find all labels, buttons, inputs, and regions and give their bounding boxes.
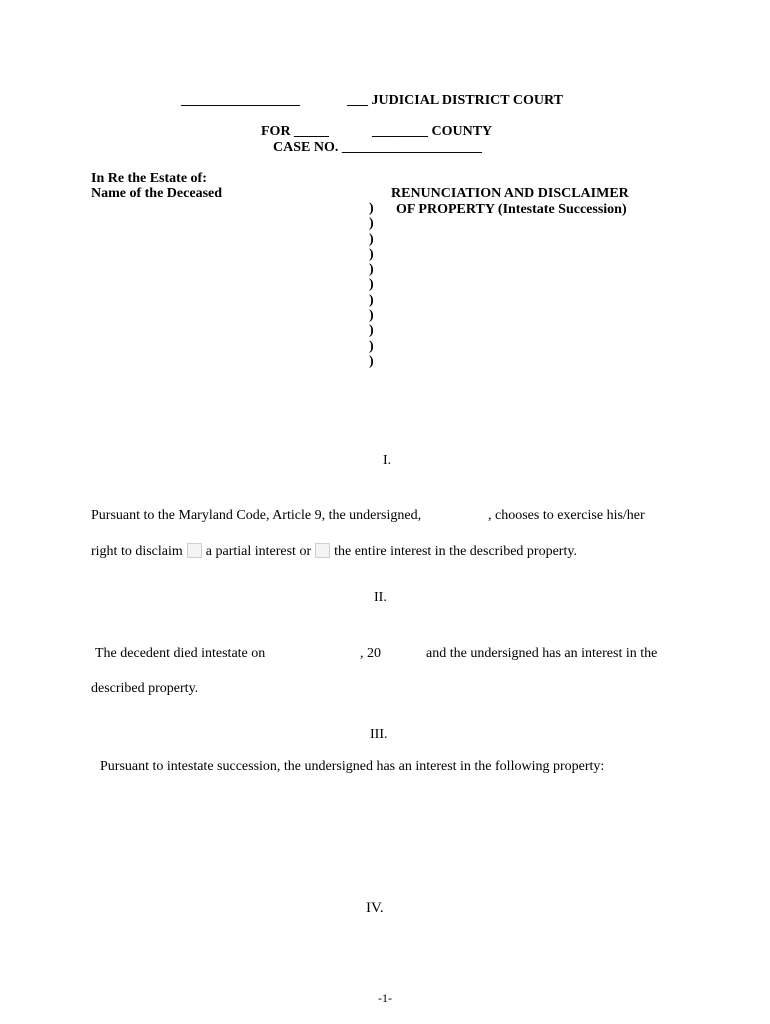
section2-text-b: , 20: [360, 646, 381, 661]
deceased-name-label: Name of the Deceased: [91, 186, 223, 201]
section-heading-2: II.: [374, 590, 387, 605]
page-number: -1-: [378, 991, 392, 1005]
section-heading-3: III.: [370, 727, 388, 742]
document-title-line1: RENUNCIATION AND DISCLAIMER: [391, 186, 629, 201]
section2-text-c: and the undersigned has an interest in the: [426, 646, 658, 661]
caption-paren: ): [369, 262, 374, 278]
county-label: ________ COUNTY: [372, 124, 493, 139]
caption-paren: ): [369, 277, 374, 293]
caption-paren: ): [369, 338, 374, 354]
for-label: FOR _____: [261, 124, 330, 139]
section1-text-b: , chooses to exercise his/her: [488, 508, 645, 523]
section-heading-1: I.: [383, 453, 392, 468]
section-heading-4: IV.: [366, 900, 384, 916]
section3-text: Pursuant to intestate succession, the undersigned has an interest in the following property:: [100, 759, 605, 774]
court-blank-line: _________________: [181, 93, 300, 108]
section2-text-d: described property.: [91, 681, 199, 696]
section1-line2: [91, 543, 577, 560]
caption-paren: ): [369, 353, 374, 369]
caption-paren: ): [369, 292, 374, 308]
caption-paren: ): [369, 201, 374, 216]
section1-text-a: Pursuant to the Maryland Code, Article 9, the undersigned,: [91, 508, 422, 523]
section2-text-a: The decedent died intestate on: [95, 646, 266, 661]
case-number: CASE NO. ____________________: [273, 140, 482, 155]
entire-interest-label: the entire interest in the described property.: [334, 544, 577, 559]
caption-paren: ): [369, 308, 374, 324]
partial-interest-label: a partial interest or: [205, 544, 312, 559]
caption-paren: ): [369, 323, 374, 339]
document-title-line2: OF PROPERTY (Intestate Succession): [396, 202, 627, 217]
disclaim-label: right to disclaim: [91, 544, 183, 559]
partial-interest-checkbox[interactable]: [187, 543, 202, 558]
caption-paren: ): [369, 231, 374, 247]
caption-paren: ): [369, 216, 374, 232]
caption-paren: ): [369, 246, 374, 262]
court-name: ___ JUDICIAL DISTRICT COURT: [347, 93, 563, 108]
entire-interest-checkbox[interactable]: [315, 543, 330, 558]
caption-parenthesis-column: [369, 201, 379, 369]
estate-label: In Re the Estate of:: [91, 171, 207, 186]
